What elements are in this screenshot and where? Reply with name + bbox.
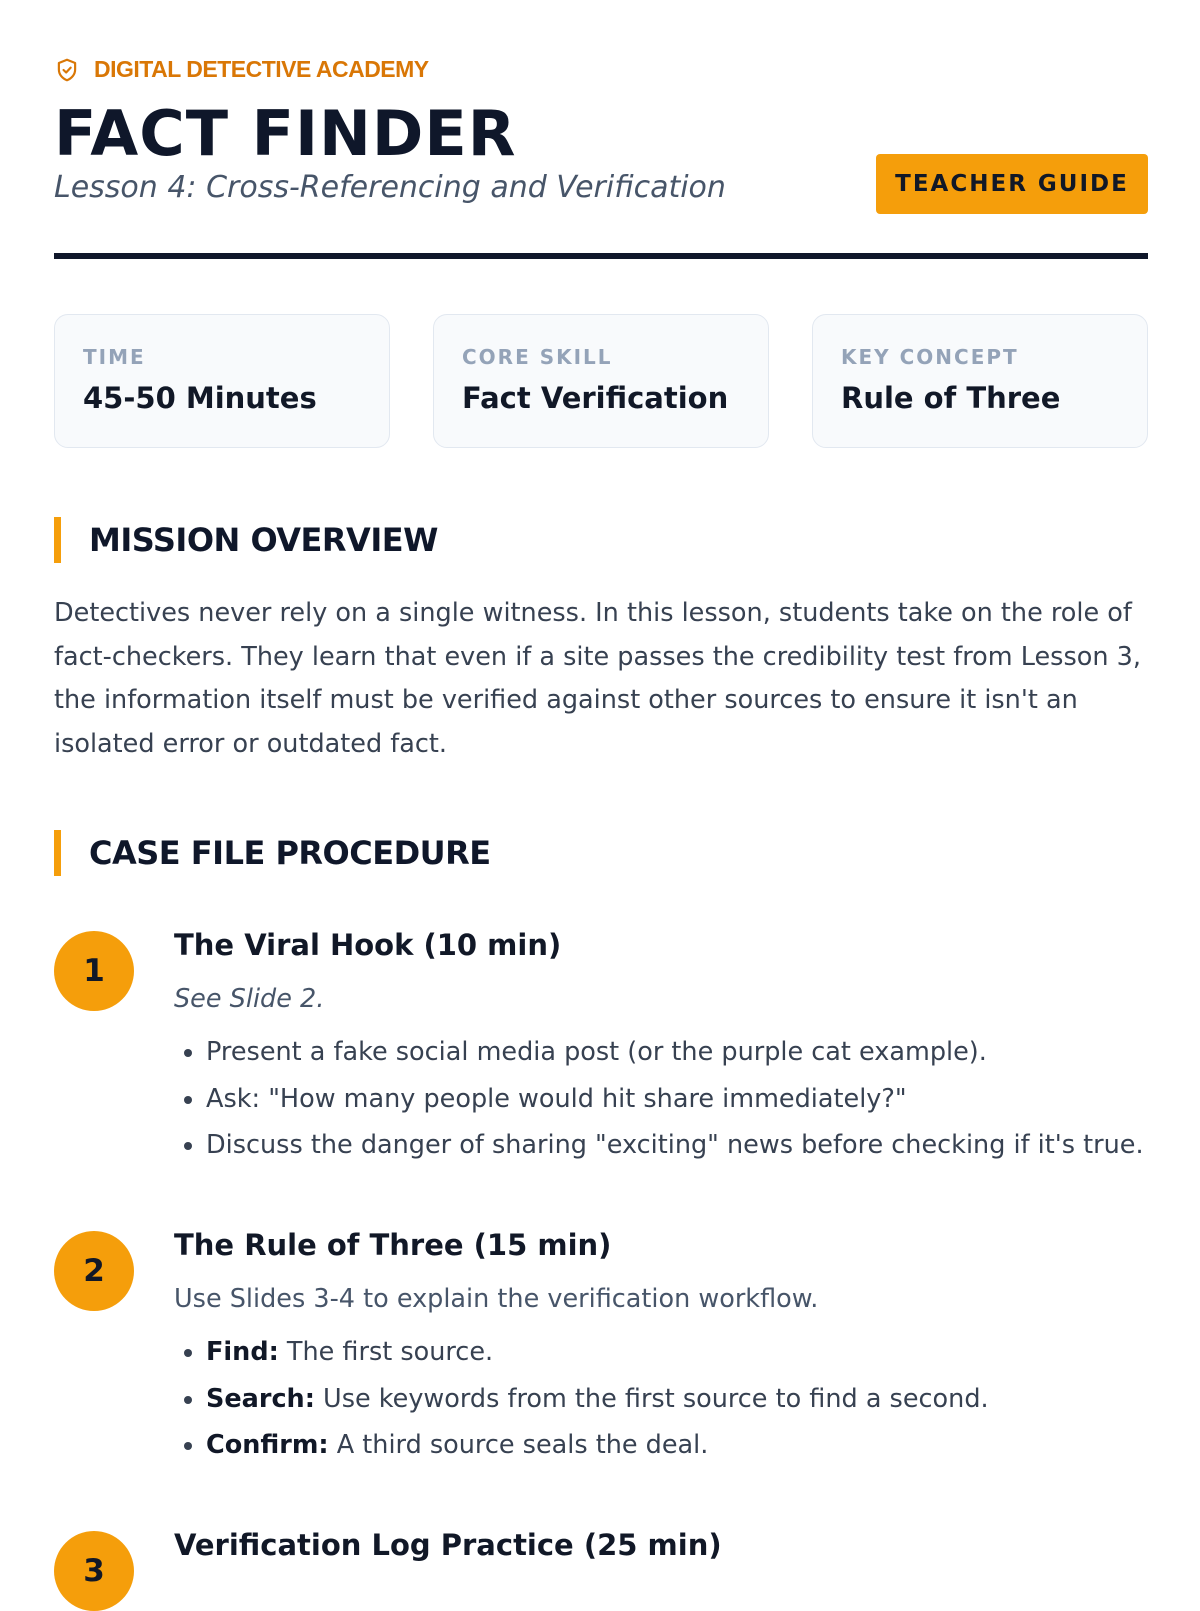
list-item-text: The first source. (278, 1337, 494, 1367)
list-item-text: A third source seals the deal. (328, 1430, 709, 1460)
info-card-key-concept (812, 314, 1148, 448)
list-item (206, 1329, 1148, 1376)
card-label: CORE SKILL (462, 345, 613, 369)
list-item-keyword: Find: (206, 1337, 279, 1367)
header-divider (54, 253, 1148, 259)
academy-label (54, 56, 429, 83)
list-item-keyword: Confirm: (206, 1430, 329, 1460)
list-item-text: Use keywords from the first source to find a second. (314, 1383, 989, 1414)
step-title: The Rule of Three (15 min) (174, 1228, 612, 1262)
teacher-guide-button[interactable]: TEACHER GUIDE (876, 154, 1148, 214)
card-label: TIME (83, 345, 146, 369)
mission-overview-text: Detectives never rely on a single witness. In this lesson, students take on the role of fact-checkers. They learn that even if a site passes the credibility test from Lesson 3, the information itself must be verified against other sources to ensure it isn't an isolated error or outdated fact. (54, 598, 1141, 759)
card-value: Fact Verification (462, 381, 729, 415)
step-title: The Viral Hook (10 min) (174, 928, 562, 962)
card-value: 45-50 Minutes (83, 381, 317, 415)
step-body (174, 1225, 1148, 1469)
list-item: • Ask: "How many people would hit share immediately?" (206, 1076, 1148, 1123)
list-item: • Discuss the danger of sharing "exciting" news before checking if it's true. (206, 1122, 1148, 1169)
list-item: • Present a fake social media post (or the purple cat example). (206, 1029, 1148, 1076)
info-card-core-skill (433, 314, 769, 448)
list-item (206, 1376, 1148, 1423)
section-heading-mission-overview: MISSION OVERVIEW (54, 517, 438, 563)
step-number-badge: 1 (54, 931, 134, 1011)
card-label: KEY CONCEPT (841, 345, 1019, 369)
card-value: Rule of Three (841, 381, 1061, 415)
step-body (174, 1525, 1148, 1565)
list-item-keyword: Search: (206, 1383, 315, 1414)
page-title: FACT FINDER (54, 97, 517, 170)
step-number-badge: 2 (54, 1231, 134, 1311)
step-note: Use Slides 3-4 to explain the verification workflow. (174, 1284, 819, 1314)
lesson-subtitle: Lesson 4: Cross-Referencing and Verification (54, 170, 726, 205)
step-body (174, 925, 1148, 1169)
shield-check-icon (54, 57, 80, 83)
step-list (174, 1329, 1148, 1469)
info-cards (54, 314, 1148, 448)
section-heading-case-file-procedure: CASE FILE PROCEDURE (54, 830, 491, 876)
academy-name: DIGITAL DETECTIVE ACADEMY (94, 56, 429, 82)
step-number-badge: 3 (54, 1531, 134, 1611)
step-title: Verification Log Practice (25 min) (174, 1528, 722, 1562)
step-note: See Slide 2. (174, 984, 325, 1014)
step-list (174, 1029, 1148, 1169)
list-item (206, 1422, 1148, 1469)
info-card-time (54, 314, 390, 448)
